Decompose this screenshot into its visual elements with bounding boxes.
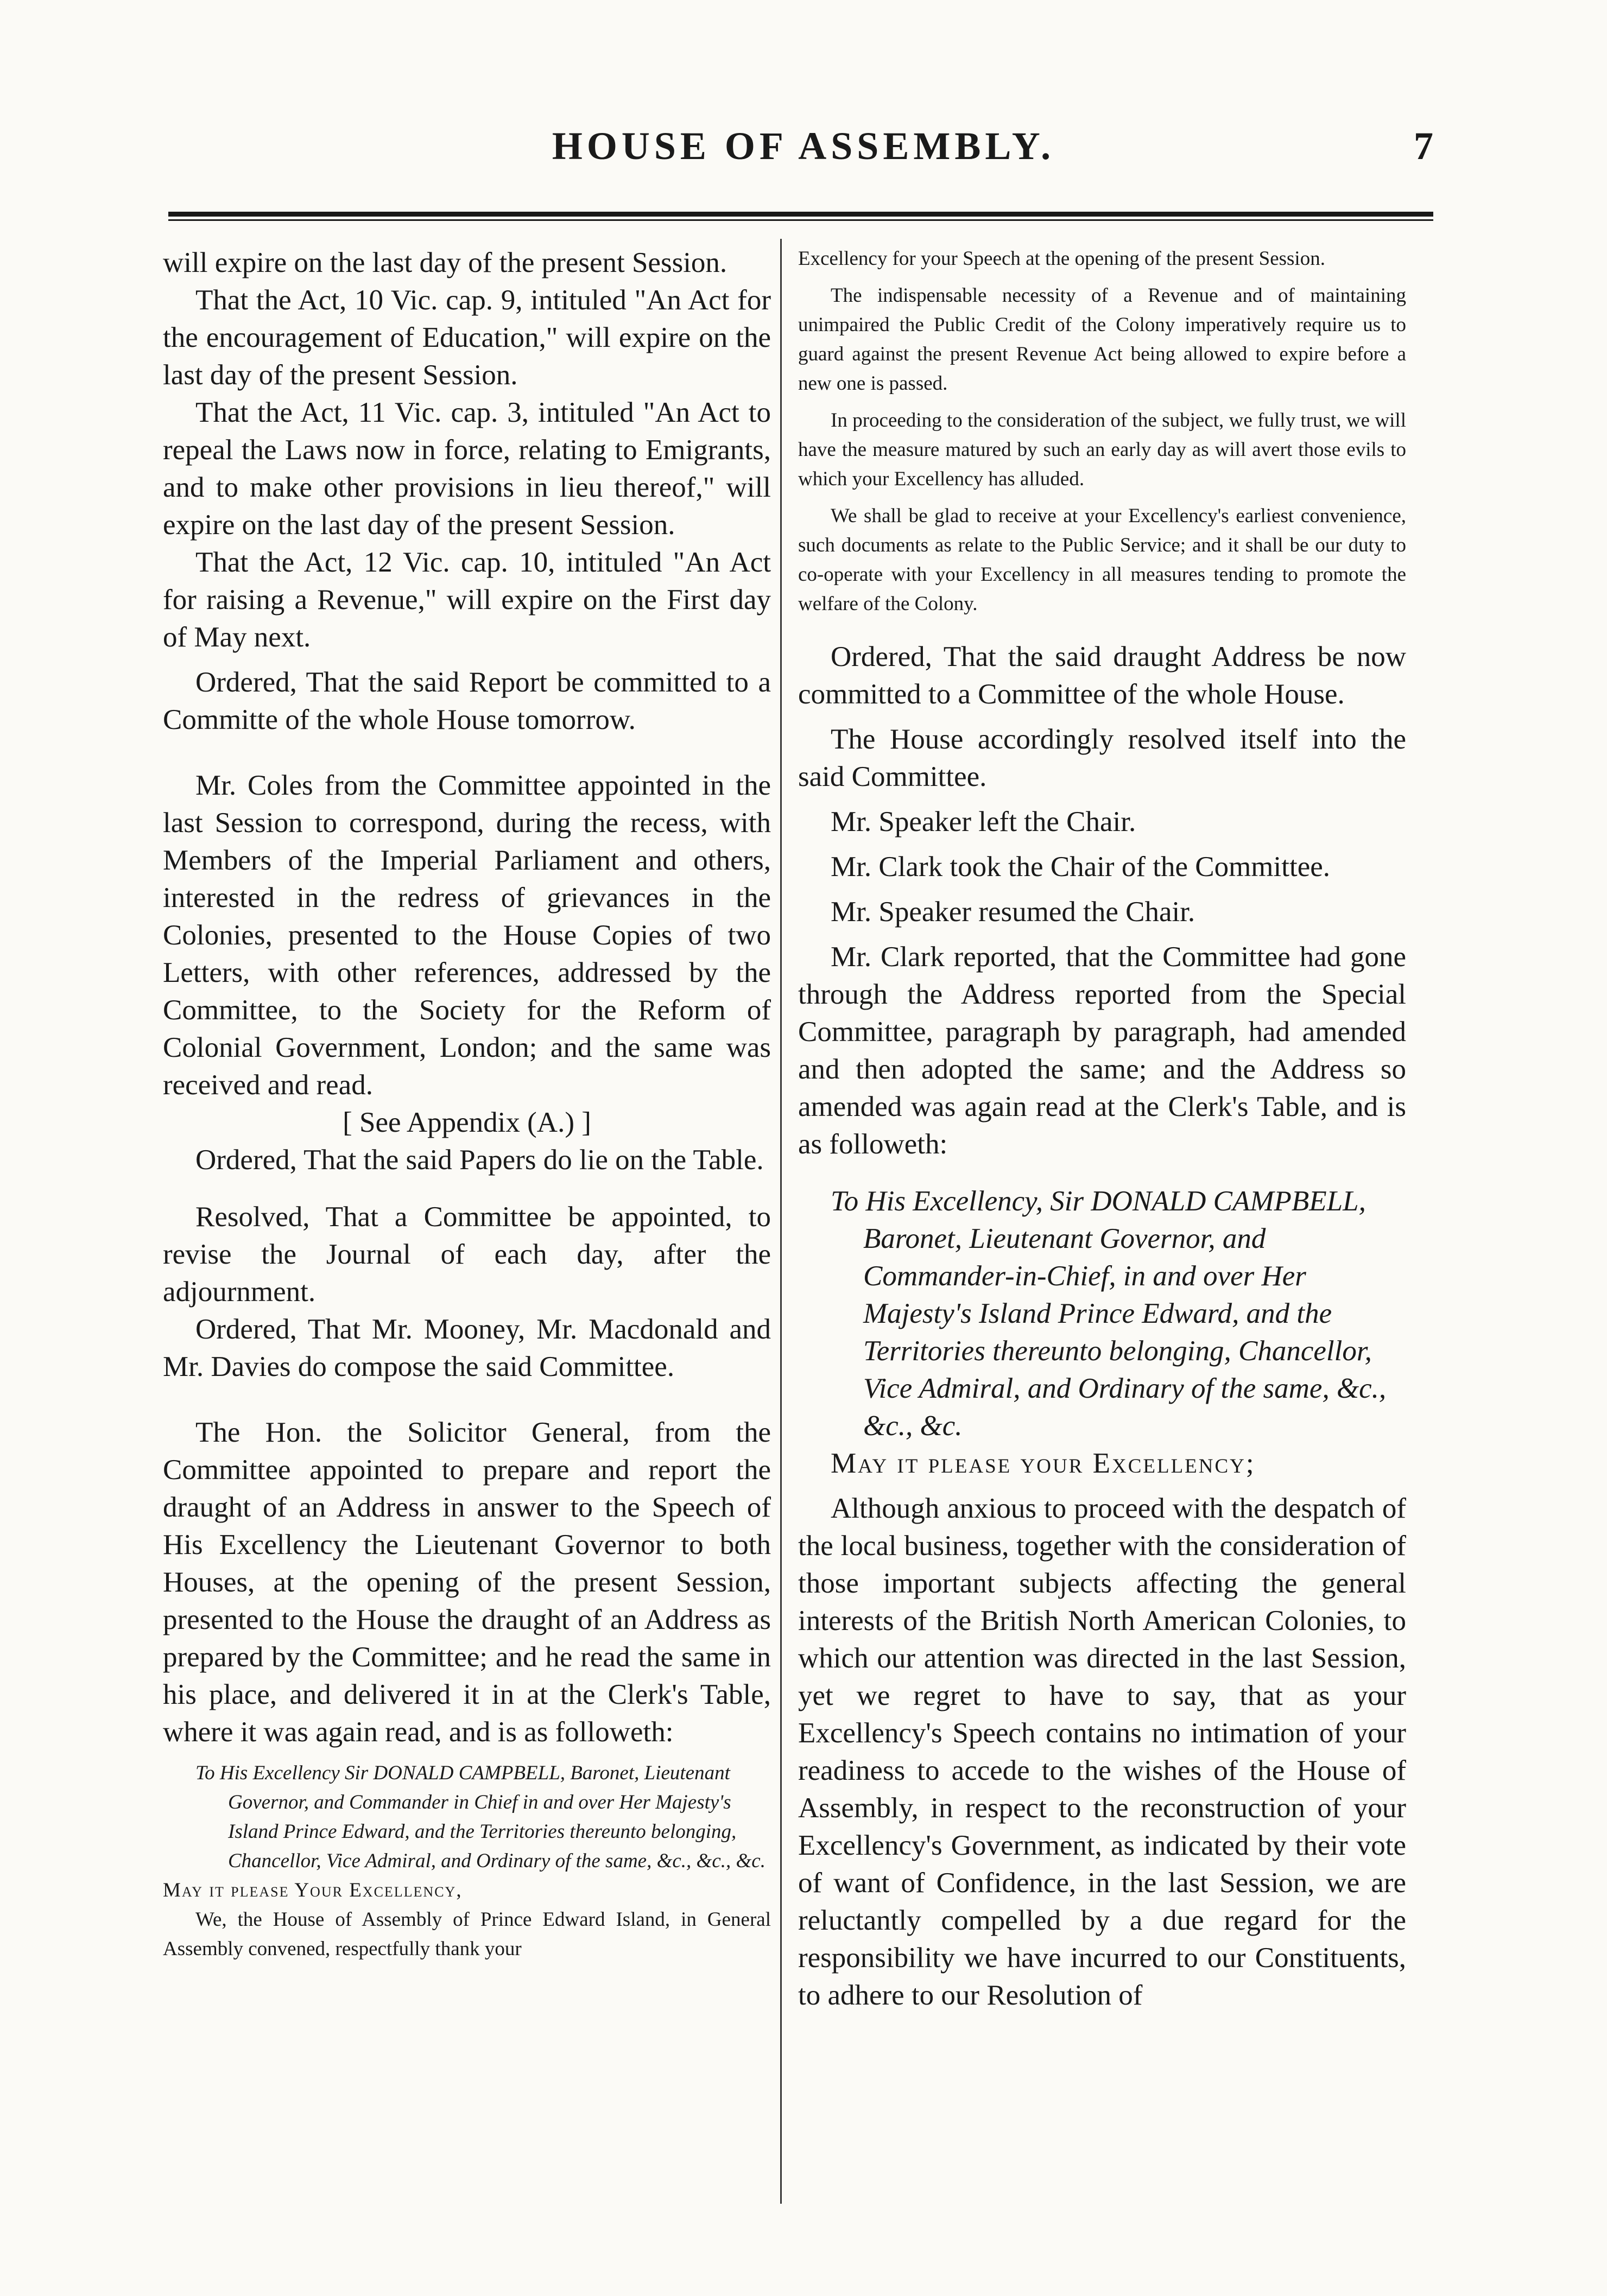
paragraph-clark-chair: Mr. Clark took the Chair of the Committee. [831,851,1330,883]
paragraph-continued: will expire on the last day of the present Session. [163,247,727,278]
address-consideration: In proceeding to the consideration of the subject, we fully trust, we will have the measure matured by such an early day as will avert those evils to which your Excellency has alluded. [798,409,1406,490]
ordered-report-committed: Ordered, That the said Report be committed to a Committe of the whole House tomorrow. [163,667,771,735]
amended-address-body: Although anxious to proceed with the despatch of the local business, together with the consideration of those important subjects affecting the general interests of the British North American Colonies, to which our attention was directed in the last Session, yet we regret to have to say, that as your Excellency's Speech contains no intimation of your readiness to accede to the wishes of the House of Assembly, in respect to the reconstruction of your Excellency's Government, as indicated by their vote of want of Confidence, in the last Session, we are reluctantly compelled by a due regard for the responsibility we have incurred to our Constituents, to adhere to our Resolution of [798,1493,1406,2011]
left-column [163,244,771,1964]
resolved-journal-committee: Resolved, That a Committee be appointed, to revise the Journal of each day, after the adjournment. [163,1201,771,1308]
amended-address-salutation: To His Excellency, Sir DONALD CAMPBELL, Baronet, Lieutenant Governor, and Commander-in-Chief, in and over Her Majesty's Island Prince Edward, and the Territories thereunto belonging, Chancellor, Vice Admiral, and Ordinary of the same, &c., &c., &c. [831,1185,1387,1442]
address-continued: Excellency for your Speech at the opening of the present Session. [798,248,1325,270]
paragraph-mr-coles-letters: Mr. Coles from the Committee appointed in the last Session to correspond, during the recess, with Members of the Imperial Parliament and others, interested in the redress of grievances in the Colonies, presented to the House Copies of two Letters, with other references, addressed by the Committee, to the Society for the Reform of Colonial Government, London; and the same was received and read. [163,770,771,1101]
paragraph-speaker-resumed: Mr. Speaker resumed the Chair. [831,896,1195,928]
column-divider [780,239,782,2204]
amended-address-may-it-please: May it please your Excellency; [831,1448,1256,1479]
address-opening-lines: We, the House of Assembly of Prince Edward Island, in General Assembly convened, respectfully thank your [163,1908,771,1960]
right-column [798,244,1406,2014]
address-may-it-please: May it please Your Excellency, [163,1879,463,1901]
header-rule-thick [168,212,1433,217]
header-rule-thin [168,219,1433,221]
paragraph-solicitor-general-address: The Hon. the Solicitor General, from the Committee appointed to prepare and report the draught of an Address in answer to the Speech of His Excellency the Lieutenant Governor to both Houses, at the opening of the present Session, presented to the House the draught of an Address as prepared by the Committee; and he read the same in his place, and delivered it in at the Clerk's Table, where it was again read, and is as followeth: [163,1417,771,1748]
paragraph-house-resolved: The House accordingly resolved itself into the said Committee. [798,724,1406,792]
paragraph-emigrants-act: That the Act, 11 Vic. cap. 3, intituled "An Act to repeal the Laws now in force, relating to Emigrants, and to make other provisions in lieu thereof," will expire on the last day of the present Session. [163,397,771,541]
appendix-reference: [ See Appendix (A.) ] [343,1107,591,1138]
paragraph-clark-reported: Mr. Clark reported, that the Committee had gone through the Address reported from the Special Committee, paragraph by paragraph, had amended and then adopted the same; and the Address so amended was again read at the Clerk's Table, and is as followeth: [798,941,1406,1160]
paragraph-revenue-act: That the Act, 12 Vic. cap. 10, intituled "An Act for raising a Revenue," will expire on the First day of May next. [163,547,771,653]
address-revenue-necessity: The indispensable necessity of a Revenue and of maintaining unimpaired the Public Credit of the Colony imperatively require us to guard against the present Revenue Act being allowed to expire before a new one is passed. [798,284,1406,395]
address-documents: We shall be glad to receive at your Excellency's earliest convenience, such documents as relate to the Public Service; and it shall be our duty to co-operate with your Excellency in all measures tending to promote the welfare of the Colony. [798,505,1406,615]
ordered-address-committed: Ordered, That the said draught Address be now committed to a Committee of the whole House. [798,641,1406,710]
ordered-committee-members: Ordered, That Mr. Mooney, Mr. Macdonald and Mr. Davies do compose the said Committee. [163,1314,771,1382]
running-head: HOUSE OF ASSEMBLY. [552,124,1055,168]
paragraph-speaker-left: Mr. Speaker left the Chair. [831,806,1136,838]
ordered-papers-table: Ordered, That the said Papers do lie on the Table. [195,1144,764,1176]
page-number: 7 [1414,124,1433,168]
paragraph-education-act: That the Act, 10 Vic. cap. 9, intituled "An Act for the encouragement of Education," will expire on the last day of the present Session. [163,284,771,391]
address-salutation: To His Excellency Sir DONALD CAMPBELL, Baronet, Lieutenant Governor, and Commander in Chief in and over Her Majesty's Island Prince Edward, and the Territories thereunto belonging, Chancellor, Vice Admiral, and Ordinary of the same, &c., &c., &c. [195,1762,765,1872]
